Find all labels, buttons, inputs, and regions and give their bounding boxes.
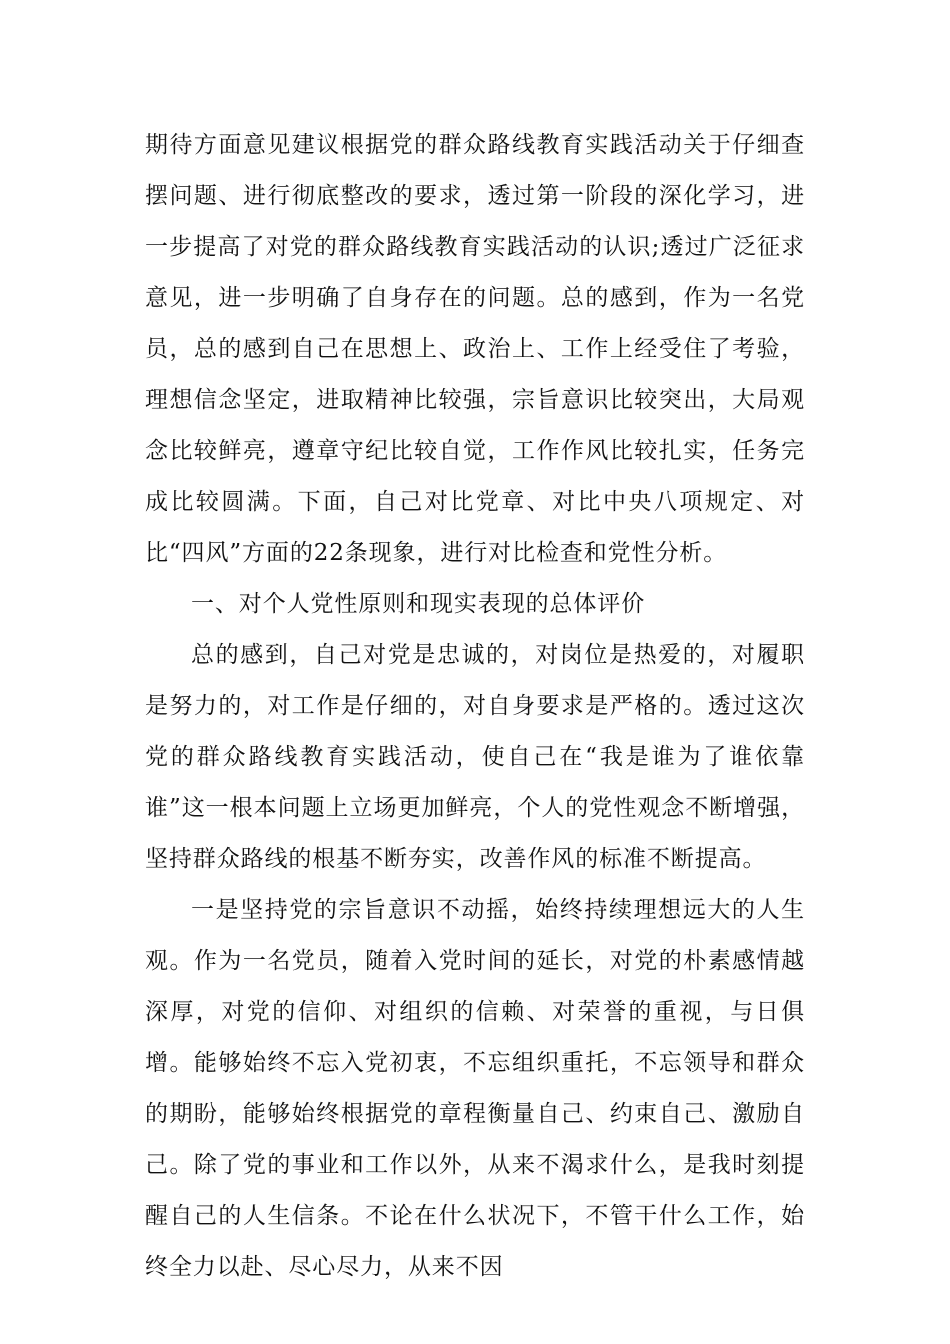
paragraph-point-one: 一是坚持党的宗旨意识不动摇，始终持续理想远大的人生观。作为一名党员，随着入党时间的延长，对党的朴素感情越深厚，对党的信仰、对组织的信赖、对荣誉的重视，与日俱增。能够始终不忘入党初衷，不忘组织重托，不忘领导和群众的期盼，能够始终根据党的章程衡量自己、约束自己、激励自己。除了党的事业和工作以外，从来不渴求什么，是我时刻提醒自己的人生信条。不论在什么状况下，不管干什么工作，始终全力以赴、尽心尽力，从来不因 — [145, 897, 805, 1280]
paragraph-intro: 期待方面意见建议根据党的群众路线教育实践活动关于仔细查摆问题、进行彻底整改的要求，透过第一阶段的深化学习，进一步提高了对党的群众路线教育实践活动的认识;透过广泛征求意见，进一步明确了自身存在的问题。总的感到，作为一名党员，总的感到自己在思想上、政治上、工作上经受住了考验，理想信念坚定，进取精神比较强，宗旨意识比较突出，大局观念比较鲜亮，遵章守纪比较自觉，工作作风比较扎实，任务完成比较圆满。下面，自己对比党章、对比中央八项规定、对比“四风”方面的22条现象，进行对比检查和党性分析。 — [145, 132, 805, 566]
paragraph-overall-evaluation: 总的感到，自己对党是忠诚的，对岗位是热爱的，对履职是努力的，对工作是仔细的，对自身要求是严格的。透过这次党的群众路线教育实践活动，使自己在“我是谁为了谁依靠谁”这一根本问题上立场更加鲜亮，个人的党性观念不断增强，坚持群众路线的根基不断夯实，改善作风的标准不断提高。 — [145, 642, 805, 872]
section-heading-1: 一、对个人党性原则和现实表现的总体评价 — [191, 591, 646, 617]
document-body — [145, 120, 805, 1293]
